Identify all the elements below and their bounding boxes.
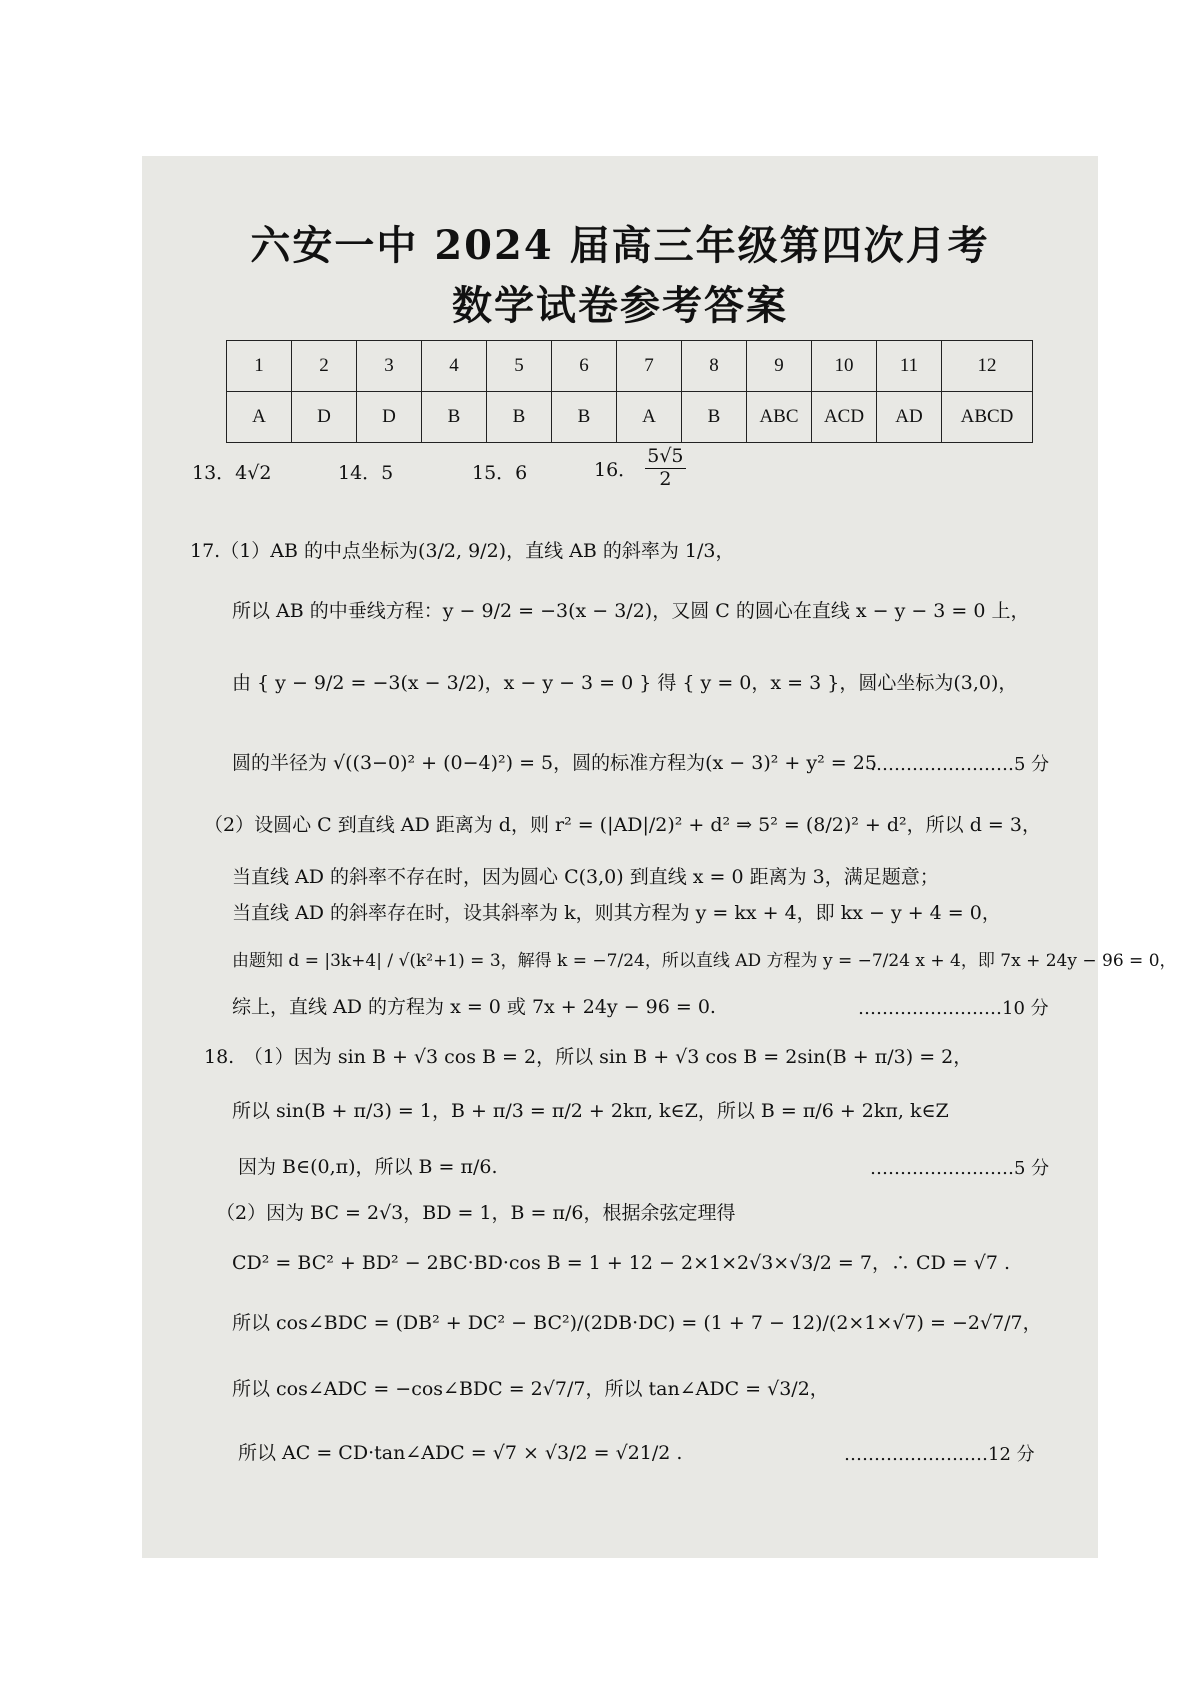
answer-cell: AD (877, 392, 942, 443)
q18-line-8: 所以 AC = CD·tan∠ADC = √7 × √3/2 = √21/2 . (238, 1442, 683, 1464)
q18-line-3: 因为 B∈(0,π)，所以 B = π/6. (238, 1156, 498, 1178)
answer-cell: ACD (812, 392, 877, 443)
question-number: 5 (487, 341, 552, 392)
question-number: 8 (682, 341, 747, 392)
answer-cell: D (292, 392, 357, 443)
answer-sheet (142, 156, 1177, 1558)
q18-line-7: 所以 cos∠ADC = −cos∠BDC = 2√7/7，所以 tan∠ADC = √3/2， (232, 1378, 829, 1400)
q17-line-7: 当直线 AD 的斜率存在时，设其斜率为 k，则其方程为 y = kx + 4，即 kx − y + 4 = 0， (232, 902, 1001, 924)
question-number: 1 (227, 341, 292, 392)
answer-q16-label: 16． (594, 458, 638, 481)
answer-cell: B (487, 392, 552, 443)
answer-cell: ABCD (942, 392, 1033, 443)
answer-table-answer-row (227, 392, 1033, 443)
q18-line-5: CD² = BC² + BD² − 2BC·BD·cos B = 1 + 12 − 2×1×2√3×√3/2 = 7，∴ CD = √7 . (232, 1252, 1011, 1274)
q17-score-2: ……………………10 分 (858, 998, 1049, 1019)
q17-line-2: 所以 AB 的中垂线方程：y − 9/2 = −3(x − 3/2)，又圆 C 的圆心在直线 x − y − 3 = 0 上， (232, 600, 1030, 622)
q17-score-1: ……………………5 分 (870, 754, 1050, 775)
page-title: 六安一中 2024 届高三年级第四次月考 (250, 222, 990, 269)
question-number: 4 (422, 341, 487, 392)
question-number: 7 (617, 341, 682, 392)
q18-score-1: ……………………5 分 (870, 1158, 1050, 1179)
q17-line-3: 由 { y − 9/2 = −3(x − 3/2)，x − y − 3 = 0 } 得 { y = 0，x = 3 }，圆心坐标为(3,0)， (232, 672, 1018, 694)
q17-line-6: 当直线 AD 的斜率不存在时，因为圆心 C(3,0) 到直线 x = 0 距离为 3，满足题意； (232, 866, 939, 888)
q18-line-2: 所以 sin(B + π/3) = 1，B + π/3 = π/2 + 2kπ, k∈Z，所以 B = π/6 + 2kπ, k∈Z (232, 1100, 949, 1122)
q17-line-9: 综上，直线 AD 的方程为 x = 0 或 7x + 24y − 96 = 0. (232, 996, 716, 1018)
answer-cell: B (552, 392, 617, 443)
answer-table (226, 340, 1033, 443)
answer-q14: 14．5 (338, 462, 394, 484)
question-number: 6 (552, 341, 617, 392)
q17-line-5: （2）设圆心 C 到直线 AD 距离为 d，则 r² = (|AD|/2)² + d² ⇒ 5² = (8/2)² + d²，所以 d = 3， (204, 814, 1041, 836)
q18-line-1: 18. （1）因为 sin B + √3 cos B = 2，所以 sin B + √3 cos B = 2sin(B + π/3) = 2， (204, 1046, 973, 1068)
question-number: 10 (812, 341, 877, 392)
q18-line-4: （2）因为 BC = 2√3，BD = 1，B = π/6，根据余弦定理得 (216, 1202, 736, 1224)
answer-cell: A (227, 392, 292, 443)
answer-cell: ABC (747, 392, 812, 443)
q18-line-6: 所以 cos∠BDC = (DB² + DC² − BC²)/(2DB·DC) = (1 + 7 − 12)/(2×1×√7) = −2√7/7， (232, 1312, 1042, 1334)
page-subtitle: 数学试卷参考答案 (452, 282, 788, 329)
answer-table-number-row (227, 341, 1033, 392)
answer-q13: 13．4√2 (192, 462, 272, 484)
question-number: 3 (357, 341, 422, 392)
question-number: 12 (942, 341, 1033, 392)
q17-line-8: 由题知 d = |3k+4| / √(k²+1) = 3，解得 k = −7/24，所以直线 AD 方程为 y = −7/24 x + 4，即 7x + 24y − 96 = 0， (232, 951, 1177, 971)
question-number: 2 (292, 341, 357, 392)
answer-q16-fraction (645, 446, 685, 491)
q18-score-2: ……………………12 分 (844, 1444, 1035, 1465)
q17-line-4: 圆的半径为 √((3−0)² + (0−4)²) = 5，圆的标准方程为(x − 3)² + y² = 25 (232, 752, 877, 774)
question-number: 11 (877, 341, 942, 392)
fraction-numerator: 5√5 (647, 445, 684, 467)
answer-q15: 15．6 (472, 462, 528, 484)
answer-cell: B (422, 392, 487, 443)
q17-line-1: 17.（1）AB 的中点坐标为(3/2, 9/2)，直线 AB 的斜率为 1/3， (190, 540, 735, 562)
answer-cell: B (682, 392, 747, 443)
fraction-denominator: 2 (659, 467, 672, 490)
answer-q16 (594, 446, 688, 491)
answer-cell: D (357, 392, 422, 443)
answer-cell: A (617, 392, 682, 443)
question-number: 9 (747, 341, 812, 392)
